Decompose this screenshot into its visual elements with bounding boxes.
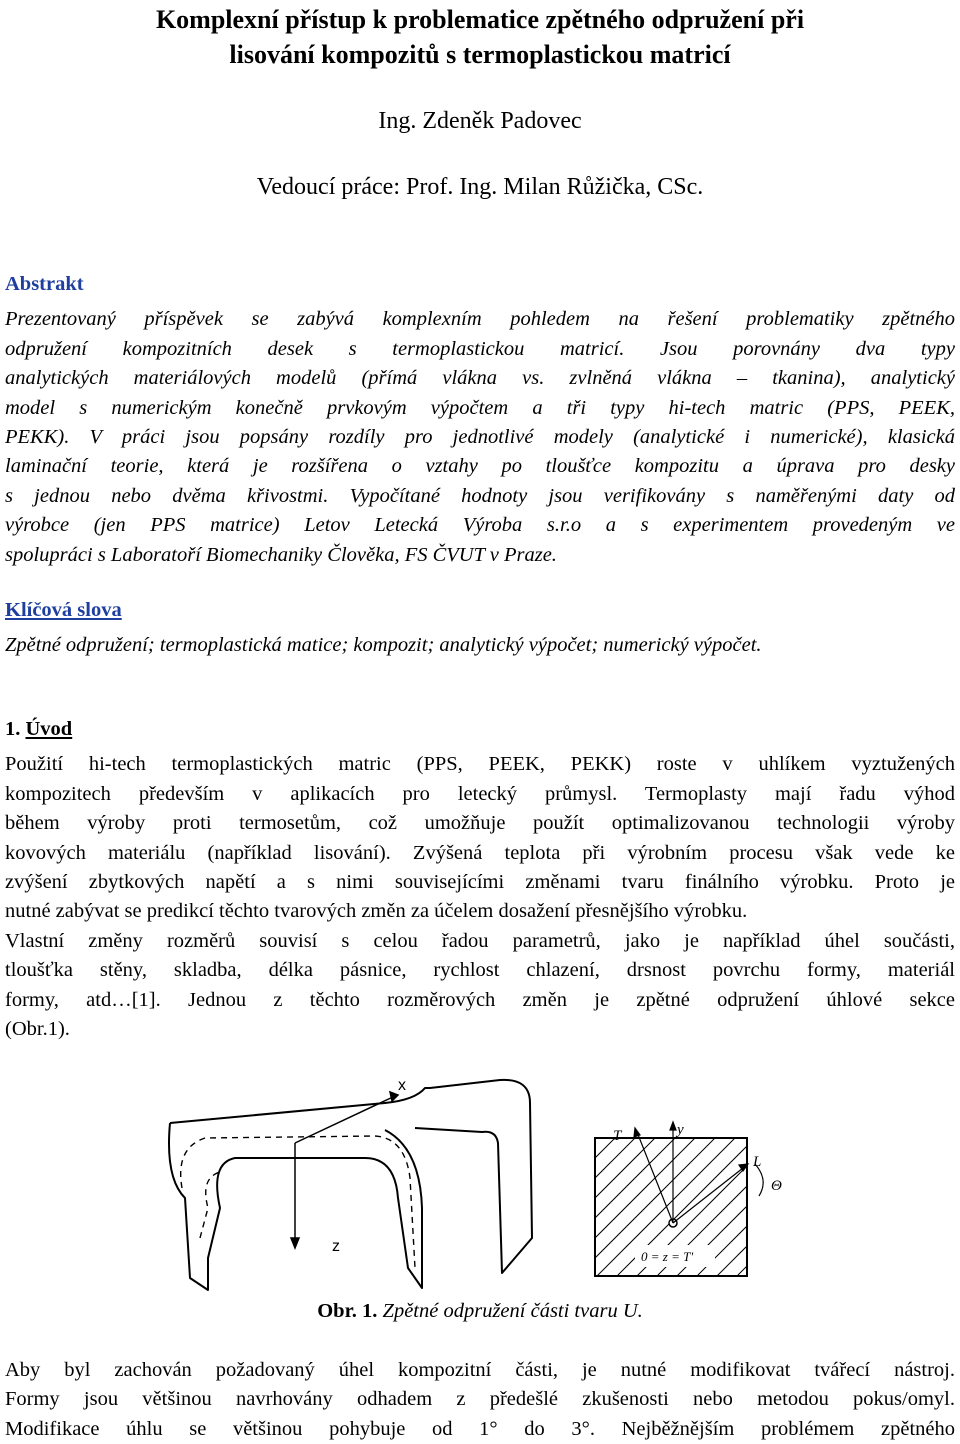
body-line: Použití hi-tech termoplastických matric (PPS, PEEK, PEKK) roste v uhlíkem vyztužených (5, 753, 955, 776)
section-1-number: 1. (5, 718, 21, 740)
bottom-paragraph (5, 1356, 955, 1444)
body-line: zvýšení zbytkových napětí a s nimi souvisejícími změnami tvaru finálního výrobku. Proto je (5, 870, 955, 893)
abstract-line: s jednou nebo dvěma křivostmi. Vypočítané hodnoty jsou verifikovány s naměřenými daty od (5, 484, 955, 507)
axis-x-label: x (398, 1077, 406, 1094)
section-1-body (5, 750, 955, 1044)
body-line: tloušťka stěny, skladba, délka pásnice, rychlost chlazení, drsnost povrchu formy, materiál (5, 959, 955, 982)
axis-z-label: z (332, 1238, 340, 1255)
body-line: Formy jsou většinou navrhovány odhadem z předešlé zkušenosti nebo metodou pokus/omyl. (5, 1388, 955, 1411)
body-line: během výroby proti termosetům, což umožňuje použít optimalizovanou technologii výroby (5, 812, 955, 835)
origin-label: 0 = z = T' (641, 1249, 694, 1264)
abstract-line: analytických materiálových modelů (přímá vlákna vs. zvlněná vlákna – tkanina), analytický (5, 367, 955, 390)
axis-t-label: T (613, 1128, 622, 1144)
section-1-heading (5, 715, 955, 744)
body-line: kovových materiálu (například lisování). Zvýšená teplota při výrobním procesu však vede ke (5, 841, 955, 864)
abstract-line: model s numerickým konečně prvkovým výpočtem a tři typy hi-tech matric (PPS, PEEK, (5, 396, 955, 419)
body-line: Modifikace úhlu se většinou pohybuje od 1° do 3°. Nejběžnějším problémem zpětného (5, 1417, 955, 1440)
paper-title-line-1: Komplexní přístup k problematice zpětného odpružení při (155, 5, 805, 34)
abstract-body (5, 305, 955, 570)
u-ideal-outline (181, 1136, 415, 1268)
keywords-text: Zpětné odpružení; termoplastická matice; kompozit; analytický výpočet; numerický výpočet. (5, 634, 762, 657)
axis-l-label: L (753, 1154, 762, 1170)
abstract-line: Prezentovaný příspěvek se zabývá komplexním pohledem na řešení problematiky zpětného (5, 308, 955, 331)
supervisor: Vedoucí práce: Prof. Ing. Milan Růžička, CSc. (256, 174, 704, 200)
paper-title (0, 2, 960, 72)
abstract-line: laminační teorie, která je rozšířena o vztahy po tloušťce kompozitu a úprava pro desky (5, 455, 955, 478)
u-shape-figure (160, 1068, 580, 1298)
abstract-line: PEKK). V práci jsou popsány rozdíly pro jednotlivé modely (analytické i numerické), klasická (5, 425, 955, 448)
angle-theta-label: Θ (771, 1178, 782, 1194)
body-line: (Obr.1). (5, 1017, 70, 1040)
body-line: nutné zabývat se predikcí těchto tvarových změn za účelem dosažení přesnějšího výrobku. (5, 900, 748, 923)
figure-caption-text: Zpětné odpružení části tvaru U. (382, 1300, 643, 1322)
section-1 (5, 715, 955, 1044)
figure-caption (0, 1300, 960, 1323)
body-line: Vlastní změny rozměrů souvisí s celou řadou parametrů, jako je například úhel součásti, (5, 929, 955, 952)
abstract-line: odpružení kompozitních desek s termoplastickou matricí. Jsou porovnány dva typy (5, 337, 955, 360)
body-line: formy, atd…[1]. Jednou z těchto rozměrových změn je zpětné odpružení úhlové sekce (5, 988, 955, 1011)
keywords-section (5, 596, 955, 661)
body-line: kompozitech především v aplikacích pro letecký průmysl. Termoplasty mají řadu výhod (5, 782, 955, 805)
u-top-surface (170, 1080, 532, 1273)
axis-y-label: y (677, 1122, 684, 1138)
paper-title-line-2: lisování kompozitů s termoplastickou matricí (229, 40, 731, 69)
figure-caption-label: Obr. 1. (317, 1300, 378, 1322)
body-line: Aby byl zachován požadovaný úhel kompozitní části, je nutné modifikovat tvářecí nástroj. (5, 1359, 955, 1381)
abstract-heading: Abstrakt (5, 273, 84, 295)
fiber-orientation-figure (585, 1118, 820, 1283)
abstract-section (5, 270, 955, 570)
abstract-line: výrobce (jen PPS matrice) Letov Letecká Výroba s.r.o a s experimentem provedeným ve (5, 514, 955, 537)
keywords-heading: Klíčová slova (5, 599, 122, 621)
section-1-name: Úvod (25, 718, 73, 740)
abstract-line: spolupráci s Laboratoří Biomechaniky Člověka, FS ČVUT v Praze. (5, 543, 557, 566)
author: Ing. Zdeněk Padovec (378, 108, 582, 134)
